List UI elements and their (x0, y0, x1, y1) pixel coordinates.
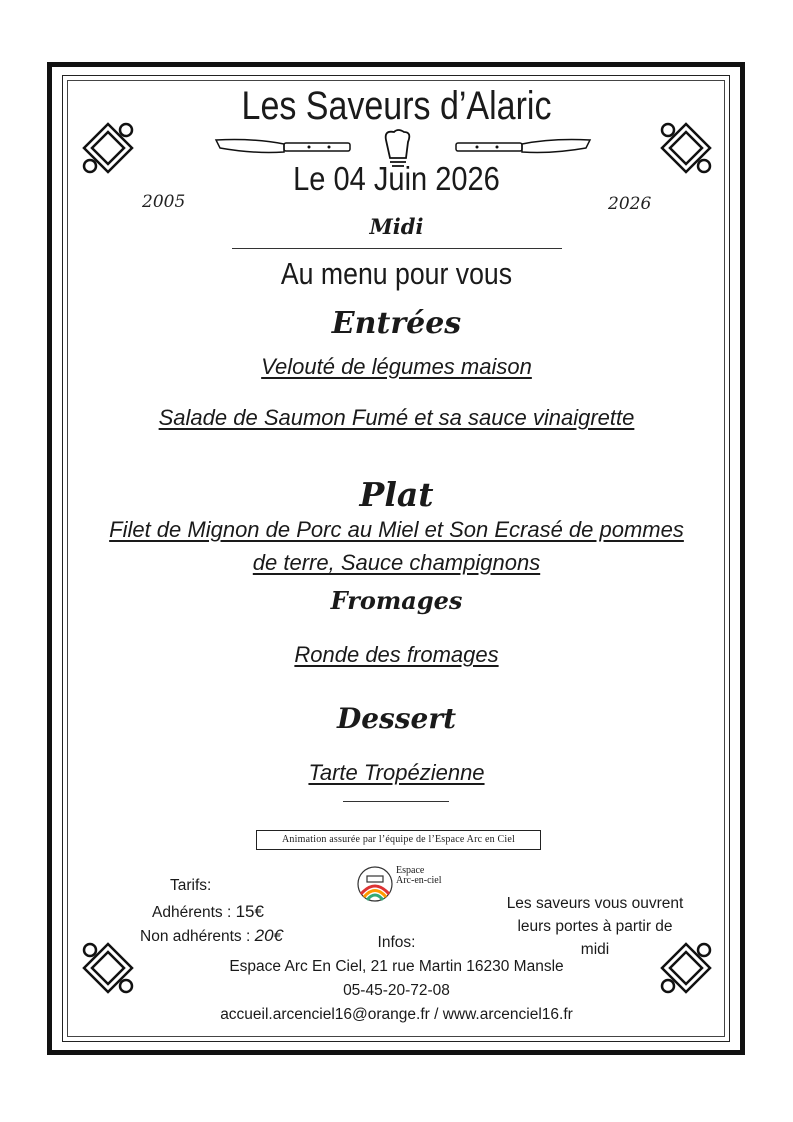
price-label: Adhérents : (152, 904, 232, 921)
knife-left-icon (214, 136, 354, 158)
price-row-adherents (152, 902, 264, 922)
logo-line: Espace (396, 865, 425, 876)
event-date: Le 04 Juin 2026 (293, 160, 500, 197)
section-heading-entrees: Entrées (331, 306, 462, 341)
menu-item: Salade de Saumon Fumé et sa sauce vinaigrette (158, 405, 635, 430)
year-start: 2005 (142, 192, 186, 212)
section-heading-dessert: Dessert (336, 702, 457, 735)
menu-item: Velouté de légumes maison (261, 354, 532, 379)
opening-line: Les saveurs vous ouvrent (506, 895, 684, 912)
arc-en-ciel-logo-icon (355, 864, 395, 906)
tarifs-label: Tarifs: (170, 877, 212, 894)
price-value: 15€ (235, 902, 264, 921)
logo-line: Arc-en-ciel (396, 875, 442, 886)
opening-line: leurs portes à partir de midi (517, 918, 673, 958)
price-value: 20€ (254, 926, 283, 945)
year-end: 2026 (608, 194, 652, 214)
meal-time: Midi (369, 214, 424, 239)
knife-right-icon (452, 136, 592, 158)
menu-item: Filet de Mignon de Porc au Miel et Son Ecrasé de pommes (109, 517, 684, 542)
phone: 05-45-20-72-08 (343, 982, 450, 999)
infos-label: Infos: (377, 934, 416, 951)
page-title: Les Saveurs d’Alaric (241, 84, 552, 128)
divider (232, 248, 562, 249)
menu-item: de terre, Sauce champignons (252, 550, 541, 575)
address: Espace Arc En Ciel, 21 rue Martin 16230 Mansle (229, 958, 564, 975)
price-label: Non adhérents : (140, 928, 251, 945)
divider (343, 801, 449, 802)
menu-item: Tarte Tropézienne (308, 760, 485, 785)
contact-info: accueil.arcenciel16@orange.fr / www.arcenciel16.fr (220, 1006, 573, 1023)
logo-text (396, 866, 442, 886)
section-heading-fromages: Fromages (330, 586, 463, 615)
menu-heading: Au menu pour vous (280, 256, 513, 291)
menu-item: Ronde des fromages (294, 642, 499, 667)
section-heading-plat: Plat (359, 475, 434, 514)
animation-notice: Animation assurée par l’équipe de l’Espace Arc en Ciel (256, 830, 541, 850)
